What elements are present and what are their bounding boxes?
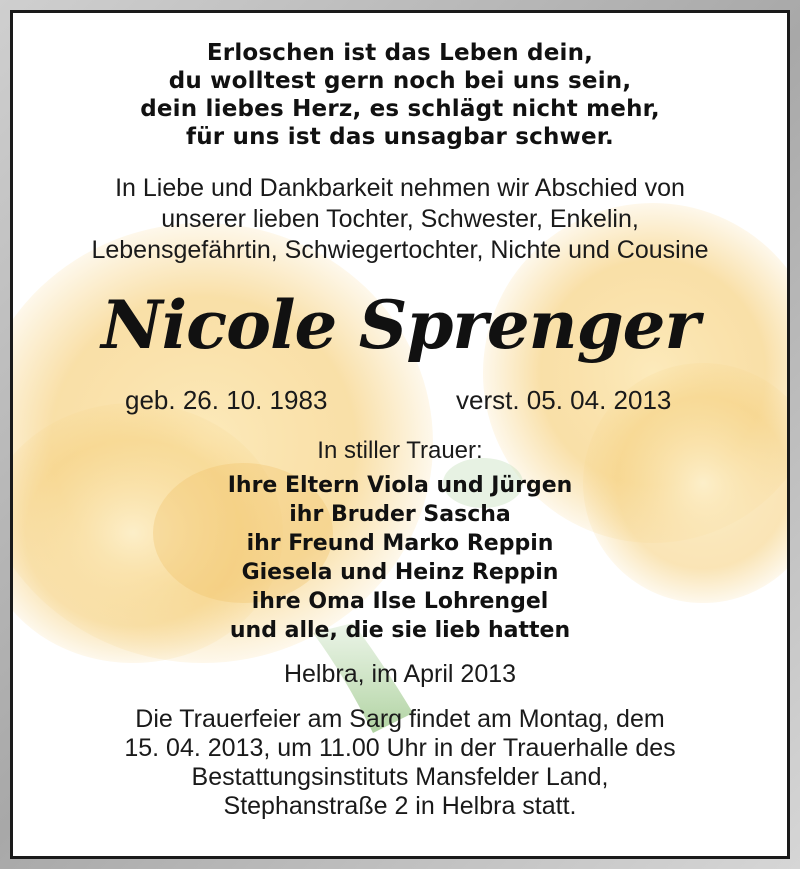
funeral-info xyxy=(13,705,787,821)
verse-line: Erloschen ist das Leben dein, xyxy=(206,40,594,66)
death-date: verst. 05. 04. 2013 xyxy=(456,385,672,415)
verse-line: du wolltest gern noch bei uns sein, xyxy=(168,68,632,94)
memorial-verse xyxy=(13,39,787,151)
deceased-name: Nicole Sprenger xyxy=(101,286,699,364)
farewell-intro xyxy=(13,173,787,266)
mourner-line: und alle, die sie lieb hatten xyxy=(229,618,571,643)
mourner-line: ihr Freund Marko Reppin xyxy=(246,531,554,556)
mourners-list xyxy=(13,471,787,645)
funeral-line: 15. 04. 2013, um 11.00 Uhr in der Trauerhalle des xyxy=(124,734,676,762)
verse-line: für uns ist das unsagbar schwer. xyxy=(186,124,614,150)
mourner-line: Ihre Eltern Viola und Jürgen xyxy=(227,473,573,498)
mourner-line: ihre Oma Ilse Lohrengel xyxy=(251,589,549,614)
place-and-date: Helbra, im April 2013 xyxy=(283,660,517,688)
notice-card xyxy=(10,10,790,859)
funeral-line: Stephanstraße 2 in Helbra statt. xyxy=(223,792,577,820)
verse-line: dein liebes Herz, es schlägt nicht mehr, xyxy=(140,96,660,122)
birth-date: geb. 26. 10. 1983 xyxy=(125,385,328,415)
mourner-line: ihr Bruder Sascha xyxy=(289,502,511,527)
funeral-line: Die Trauerfeier am Sarg findet am Montag, dem xyxy=(135,705,665,733)
mourning-heading: In stiller Trauer: xyxy=(317,437,483,464)
intro-line: Lebensgefährtin, Schwiegertochter, Nichte und Cousine xyxy=(91,236,709,264)
funeral-line: Bestattungsinstituts Mansfelder Land, xyxy=(191,763,609,791)
mourner-line: Giesela und Heinz Reppin xyxy=(241,560,559,585)
intro-line: In Liebe und Dankbarkeit nehmen wir Abschied von xyxy=(115,174,685,202)
notice-content xyxy=(13,13,787,856)
intro-line: unserer lieben Tochter, Schwester, Enkelin, xyxy=(161,205,639,233)
